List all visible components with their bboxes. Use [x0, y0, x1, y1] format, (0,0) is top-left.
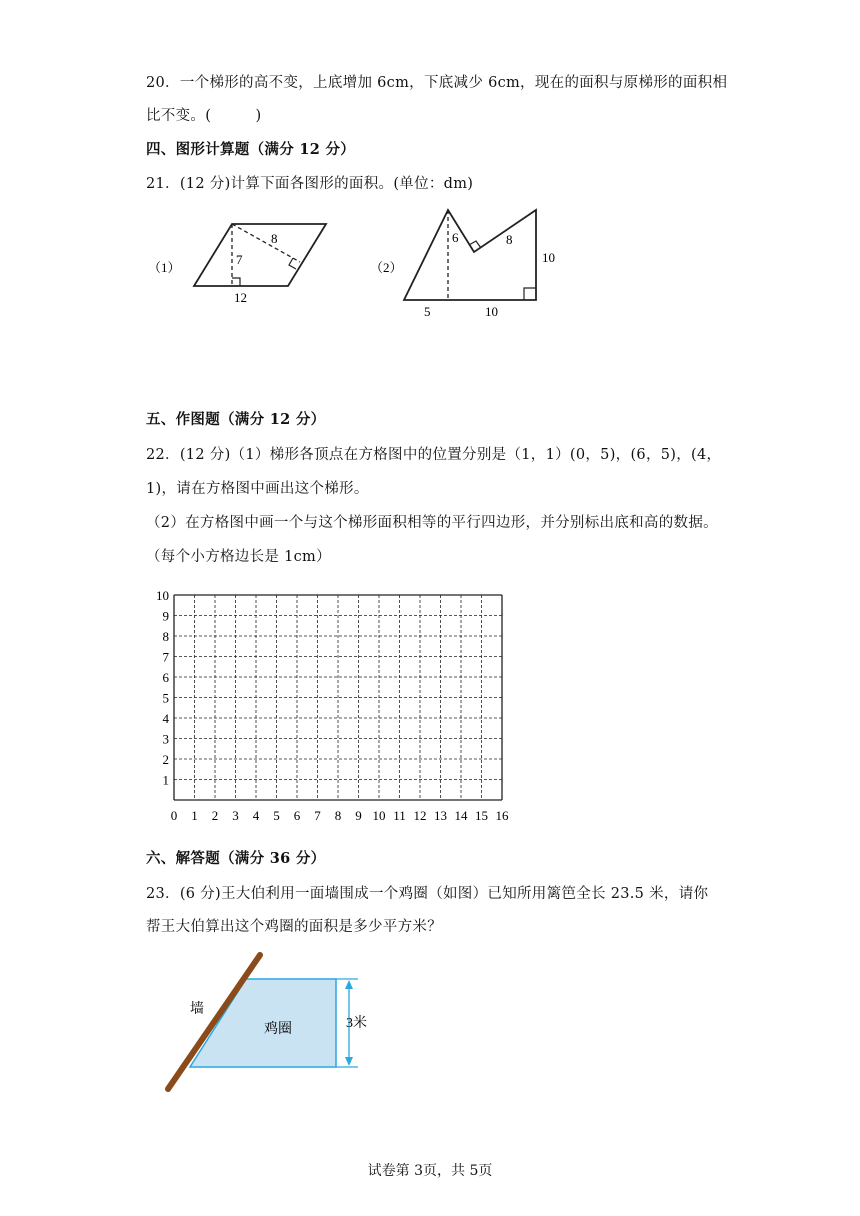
q22-line4: （每个小方格边长是 1cm） — [146, 549, 331, 565]
section5-title: 五、作图题（满分 12 分） — [146, 411, 326, 428]
y-axis-tick-label: 9 — [162, 608, 169, 624]
q21-text: 21．(12 分)计算下面各图形的面积。(单位：dm) — [146, 176, 474, 192]
x-axis-tick-label: 11 — [393, 808, 406, 823]
fig2-left-base-label: 5 — [424, 304, 431, 319]
x-axis-tick-label: 9 — [355, 808, 362, 823]
arrow-down-icon — [345, 1057, 353, 1066]
q23-line1: 23．(6 分)王大伯利用一面墙围成一个鸡圈（如图）已知所用篱笆全长 23.5 米，请你 — [146, 886, 709, 902]
q22-line2: 1)，请在方格图中画出这个梯形。 — [146, 481, 369, 497]
q21-figure-1 — [140, 212, 370, 312]
right-angle-mark — [524, 288, 536, 300]
q22-line1: 22．(12 分)（1）梯形各顶点在方格图中的位置分别是（1，1）(0，5)，(6，5)，(4， — [146, 447, 722, 463]
height-label: 3米 — [346, 1016, 367, 1031]
x-axis-tick-label: 15 — [475, 808, 488, 823]
q21-figure-2 — [366, 200, 586, 325]
section4-title: 四、图形计算题（满分 12 分） — [146, 141, 356, 158]
x-axis-tick-label: 13 — [434, 808, 447, 823]
fig2-tag: （2） — [370, 260, 403, 275]
y-axis-tick-label: 4 — [162, 711, 169, 726]
q20-line1: 20．一个梯形的高不变，上底增加 6cm，下底减少 6cm，现在的面积与原梯形的面积相 — [146, 75, 728, 91]
fig2-right-base-label: 10 — [485, 304, 498, 319]
y-axis-tick-label: 3 — [162, 731, 169, 747]
y-axis-tick-label: 5 — [162, 690, 169, 706]
y-axis-tick-label: 10 — [156, 588, 169, 603]
fig2-right-side-label: 10 — [542, 250, 555, 265]
x-axis-tick-label: 16 — [495, 808, 509, 823]
page-footer: 试卷第 3页，共 5页 — [367, 1163, 493, 1179]
right-angle-mark — [232, 278, 240, 286]
wall-label: 墙 — [190, 1002, 204, 1017]
y-axis-tick-label: 7 — [162, 649, 169, 665]
coordinate-grid[interactable] — [150, 585, 530, 830]
fig1-base-label: 12 — [234, 290, 247, 305]
x-axis-tick-label: 8 — [334, 808, 342, 823]
x-axis-tick-label: 4 — [252, 808, 260, 823]
y-axis-tick-label: 8 — [162, 629, 169, 644]
pen-label: 鸡圈 — [264, 1022, 292, 1037]
x-axis-tick-label: 12 — [413, 808, 427, 823]
fig2-height-label: 6 — [452, 230, 459, 245]
y-axis-tick-label: 1 — [162, 772, 169, 788]
fig1-diag-label: 8 — [271, 231, 278, 246]
y-axis-tick-label: 6 — [162, 670, 169, 685]
fig1-tag: （1） — [148, 260, 181, 275]
x-axis-tick-label: 0 — [170, 808, 178, 823]
x-axis-tick-label: 5 — [273, 808, 280, 823]
y-axis-tick-label: 2 — [162, 752, 169, 767]
arrow-up-icon — [345, 980, 353, 989]
composite-shape — [404, 210, 536, 300]
x-axis-tick-label: 7 — [314, 808, 321, 823]
q23-line2: 帮王大伯算出这个鸡圈的面积是多少平方米？ — [146, 919, 442, 935]
x-axis-tick-label: 6 — [293, 808, 301, 823]
section6-title: 六、解答题（满分 36 分） — [146, 850, 326, 867]
q20-line2: 比不变。( ) — [146, 108, 262, 124]
fig1-height-label: 7 — [236, 252, 243, 267]
q23-figure — [150, 945, 390, 1100]
fig2-slant-label: 8 — [506, 232, 513, 247]
x-axis-tick-label: 14 — [454, 808, 468, 823]
x-axis-tick-label: 10 — [372, 808, 386, 823]
x-axis-tick-label: 3 — [232, 808, 239, 823]
x-axis-tick-label: 2 — [211, 808, 219, 823]
parallelogram-shape — [194, 224, 326, 286]
q22-line3: （2）在方格图中画一个与这个梯形面积相等的平行四边形，并分别标出底和高的数据。 — [146, 515, 718, 531]
x-axis-tick-label: 1 — [191, 808, 198, 823]
